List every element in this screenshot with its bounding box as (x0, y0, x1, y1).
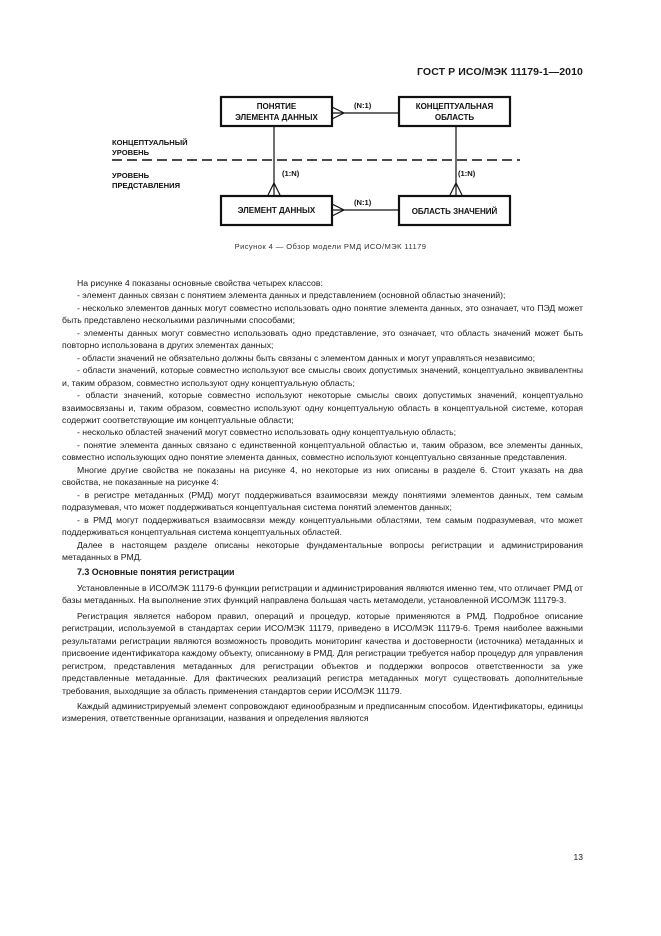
box-data-element-concept-line1: ПОНЯТИЕ (256, 102, 297, 111)
box-value-domain-label: ОБЛАСТЬ ЗНАЧЕНИЙ (411, 207, 498, 216)
cardinality-left: (1:N) (282, 169, 300, 178)
list-item: - понятие элемента данных связано с единственной концептуальной областью и, таким образом, все элементы данных, совместно использующих одно понятие элемента данных, совместно используют концептуально связанные представления. (62, 439, 583, 463)
list-item: - области значений, которые совместно используют все смыслы своих допустимых значений, концептуально эквивалентны и, таким образом, совместно используют одну концептуальную область; (62, 365, 583, 388)
level-representation-line2: ПРЕДСТАВЛЕНИЯ (112, 181, 181, 190)
paragraph: Установленные в ИСО/МЭК 11179-6 функции регистрации и администрирования являются именно тем, что отличает РМД от базы метаданных. На выполнение этих функций направлена большая часть метамодели, установленной ИСО/МЭК 11179-3. (62, 582, 583, 606)
cardinality-top: (N:1) (354, 101, 372, 110)
list-item: - в регистре метаданных (РМД) могут поддерживаться взаимосвязи между понятиями элементов данных, тем самым подразумевая, что может поддерживаться концептуальная система понятий элементов данных; (62, 489, 583, 513)
list-item: - несколько элементов данных могут совместно использовать одно понятие элемента данных, это означает, что ПЭД может быть представлено несколькими различными способами; (62, 302, 583, 326)
level-conceptual-line2: УРОВЕНЬ (112, 148, 150, 157)
level-conceptual-line1: КОНЦЕПТУАЛЬНЫЙ (112, 138, 188, 147)
box-data-element-concept-line2: ЭЛЕМЕНТА ДАННЫХ (235, 113, 318, 122)
list-item: - элемент данных связан с понятием элемента данных и представлением (основной областью значений); (77, 290, 506, 301)
list-item: - области значений не обязательно должны быть связаны с элементом данных и могут управляться независимо; (77, 352, 536, 363)
figure-caption: Рисунок 4 — Обзор модели РМД ИСО/МЭК 11179 (234, 242, 427, 251)
cardinality-right: (1:N) (458, 169, 476, 178)
box-conceptual-domain-line1: КОНЦЕПТУАЛЬНАЯ (415, 102, 494, 111)
box-data-element-label: ЭЛЕМЕНТ ДАННЫХ (237, 206, 316, 215)
paragraph: Многие другие свойства не показаны на рисунке 4, но некоторые из них описаны в разделе 6. Стоит указать на два свойства, не показанные на рисунке 4: (62, 464, 583, 488)
rmd-model-diagram (0, 0, 661, 240)
body-text (62, 277, 583, 725)
section-heading: 7.3 Основные понятия регистрации (77, 567, 235, 578)
list-item: - несколько областей значений могут совместно использовать одну концептуальную область; (77, 427, 457, 438)
paragraph: На рисунке 4 показаны основные свойства четырех классов: (77, 278, 323, 288)
paragraph: Регистрация является набором правил, операций и процедур, которые применяются в РМД. Подробное описание регистрации, используемой в стандартах серии ИСО/МЭК 11179, приведено в ИСО/МЭК 11179-6. Тремя наиболее важными результатами регистрации являются возможность проводить мониторинг качества и достоверности (источника) метаданных и присвоение идентификатора каждому объекту, описанному в РМД. Для регистрации требуется набор процедур для управления регистром, представления метаданных для регистрации объектов и поддержки вопросов ответственности за уже представленные метаданные. Для фактических реализаций регистра метаданных могут существовать дополнительные требования, выходящие за область применения стандартов серии ИСО/МЭК 11179. (62, 610, 583, 696)
list-item: - в РМД могут поддерживаться взаимосвязи между концептуальными областями, тем самым подразумевая, что может поддерживаться концептуальная система концептуальных областей. (62, 514, 583, 538)
list-item: - элементы данных могут совместно использовать одно представление, это означает, что область значений может быть повторно использована в других элементах данных; (62, 327, 583, 351)
page-number: 13 (573, 852, 583, 862)
cardinality-bottom: (N:1) (354, 198, 372, 207)
document-header: ГОСТ Р ИСО/МЭК 11179-1—2010 (417, 66, 583, 78)
paragraph: Каждый администрируемый элемент сопровождают единообразным и предписанным способом. Идентификаторы, единицы измерения, ответственные организации, названия и определения являются (62, 700, 583, 724)
list-item: - области значений, которые совместно используют некоторые смыслы своих допустимых значений, концептуально взаимосвязаны и, таким образом, совместно используют одну концептуальную область в концептуальной системе, которая содержит соответствующие им концептуальные области; (62, 390, 583, 425)
box-conceptual-domain-line2: ОБЛАСТЬ (434, 113, 475, 122)
level-representation-line1: УРОВЕНЬ (112, 171, 150, 180)
paragraph: Далее в настоящем разделе описаны некоторые фундаментальные вопросы регистрации и администрирования метаданных в РМД. (62, 539, 583, 562)
